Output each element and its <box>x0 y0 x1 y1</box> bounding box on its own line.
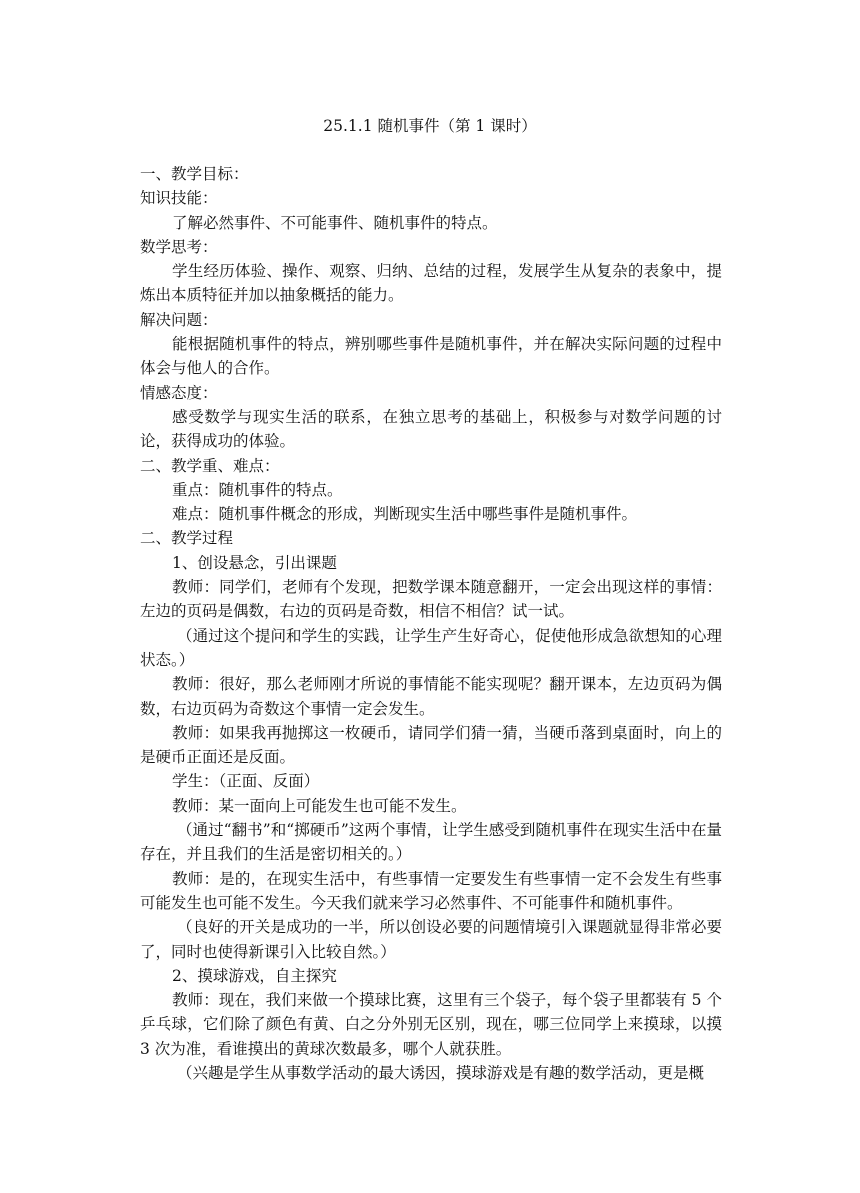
paragraph: 教师：是的，在现实生活中，有些事情一定要发生有些事情一定不会发生有些事可能发生也可能不发生。今天我们就来学习必然事件、不可能事件和随机事件。 <box>140 869 722 912</box>
paragraph: 教师：同学们，老师有个发现，把数学课本随意翻开，一定会出现这样的事情：左边的页码是偶数，右边的页码是奇数，相信不相信？试一试。 <box>140 578 722 621</box>
paragraph: 2、摸球游戏，自主探究 <box>172 966 337 985</box>
document-title: 25.1.1 随机事件（第 1 课时） <box>323 117 537 135</box>
paragraph: 重点：随机事件的特点。 <box>172 480 343 499</box>
paragraph: 教师：现在，我们来做一个摸球比赛，这里有三个袋子，每个袋子里都装有 5 个乒乓球，它们除了颜色有黄、白之分外别无区别，现在，哪三位同学上来摸球，以摸 3 次为准，看谁摸出的黄球次数最多，哪个人就获胜。 <box>140 991 722 1058</box>
paragraph: 难点：随机事件概念的形成，判断现实生活中哪些事件是随机事件。 <box>172 505 638 524</box>
paragraph: 解决问题： <box>140 310 218 329</box>
paragraph: （兴趣是学生从事数学活动的最大诱因，摸球游戏是有趣的数学活动，更是概 <box>177 1063 705 1082</box>
paragraph: 教师：某一面向上可能发生也可能不发生。 <box>172 796 467 815</box>
paragraph: 教师：很好，那么老师刚才所说的事情能不能实现呢？翻开课本，左边页码为偶数，右边页码为奇数这个事情一定会发生。 <box>140 675 722 718</box>
paragraph: 了解必然事件、不可能事件、随机事件的特点。 <box>172 213 498 232</box>
paragraph: 数学思考： <box>140 237 218 256</box>
document-body <box>140 162 722 1085</box>
paragraph: 1、创设悬念，引出课题 <box>172 553 337 572</box>
paragraph: 学生：（正面、反面） <box>172 772 320 791</box>
paragraph: 二、教学过程 <box>140 529 234 548</box>
paragraph: 情感态度： <box>140 383 218 402</box>
paragraph: 能根据随机事件的特点，辨别哪些事件是随机事件，并在解决实际问题的过程中体会与他人的合作。 <box>140 335 722 378</box>
paragraph: 感受数学与现实生活的联系，在独立思考的基础上，积极参与对数学问题的讨论，获得成功的体验。 <box>140 407 722 451</box>
paragraph: 二、教学重、难点： <box>140 456 280 475</box>
paragraph: （通过“翻书”和“掷硬币”这两个事情，让学生感受到随机事件在现实生活中在量存在，并且我们的生活是密切相关的。） <box>140 821 722 864</box>
paragraph: 知识技能： <box>140 189 218 208</box>
paragraph: （良好的开关是成功的一半，所以创设必要的问题情境引入课题就显得非常必要了，同时也使得新课引入比较自然。） <box>140 918 722 961</box>
paragraph: 教师：如果我再抛掷这一枚硬币，请同学们猜一猜，当硬币落到桌面时，向上的是硬币正面还是反面。 <box>140 723 722 767</box>
paragraph: 一、教学目标： <box>140 165 249 183</box>
paragraph: （通过这个提问和学生的实践，让学生产生好奇心，促使他形成急欲想知的心理状态。） <box>140 626 722 669</box>
paragraph: 学生经历体验、操作、观察、归纳、总结的过程，发展学生从复杂的表象中，提炼出本质特征并加以抽象概括的能力。 <box>140 262 722 305</box>
